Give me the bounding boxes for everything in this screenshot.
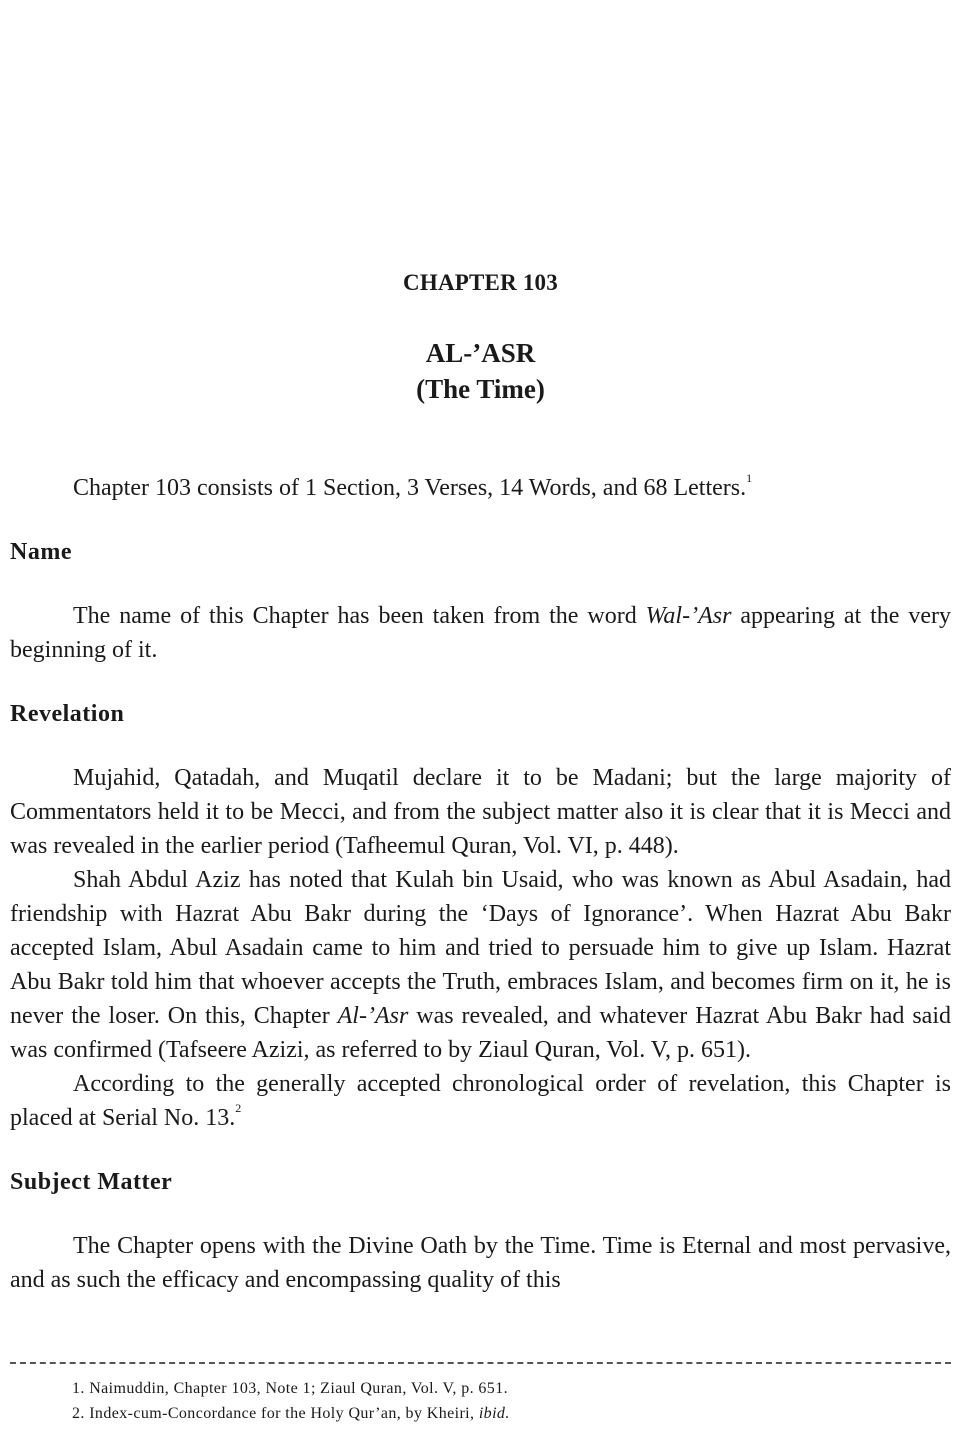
footnote-1: 1. Naimuddin, Chapter 103, Note 1; Ziaul Quran, Vol. V, p. 651. bbox=[72, 1380, 508, 1397]
section-heading-name: Name bbox=[10, 539, 72, 565]
chapter-number: CHAPTER 103 bbox=[403, 270, 558, 295]
chapter-subtitle: (The Time) bbox=[416, 374, 545, 404]
body-text bbox=[10, 471, 951, 1297]
footnote-divider bbox=[10, 1362, 951, 1364]
revelation-paragraph-3: According to the generally accepted chronological order of revelation, this Chapter is placed at Serial No. 13.$^2$ bbox=[10, 1071, 951, 1131]
intro-paragraph: Chapter 103 consists of 1 Section, 3 Verses, 14 Words, and 68 Letters.$^1$ bbox=[73, 471, 753, 501]
section-heading-subject-matter: Subject Matter bbox=[10, 1169, 173, 1195]
revelation-paragraph-1: Mujahid, Qatadah, and Muqatil declare it to be Madani; but the large majority of Commentators held it to be Mecci, and from the subject matter also it is clear that it is Mecci and was revealed in the earlier period (Tafheemul Quran, Vol. VI, p. 448). bbox=[10, 765, 951, 859]
chapter-title: AL-’ASR bbox=[425, 338, 536, 368]
italic-term: Wal-’Asr bbox=[645, 603, 732, 629]
name-paragraph: The name of this Chapter has been taken from the word Wal-’Asr appearing at the very beginning of it. bbox=[10, 603, 951, 663]
footnote-ref-1: 1 bbox=[746, 471, 753, 485]
italic-term: Al-’Asr bbox=[337, 1003, 409, 1029]
revelation-paragraph-2: Shah Abdul Aziz has noted that Kulah bin Usaid, who was known as Abul Asadain, had friendship with Hazrat Abu Bakr during the ‘Days of Ignorance’. When Hazrat Abu Bakr accepted Islam, Abul Asadain came to him and tried to persuade him to give up Islam. Hazrat Abu Bakr told him that whoever accepts the Truth, embraces Islam, and becomes firm on it, he is never the loser. On this, Chapter Al-’Asr was revealed, and whatever Hazrat Abu Bakr had said was confirmed (Tafseere Azizi, as referred to by Ziaul Quran, Vol. V, p. 651). bbox=[10, 867, 951, 1063]
section-heading-revelation: Revelation bbox=[10, 701, 125, 727]
footnote-ref-2: 2 bbox=[235, 1101, 242, 1115]
book-page bbox=[10, 0, 951, 1430]
chapter-title-block bbox=[10, 335, 951, 407]
subject-matter-paragraph: The Chapter opens with the Divine Oath by the Time. Time is Eternal and most pervasive, and as such the efficacy and encompassing quality of this bbox=[10, 1233, 951, 1293]
footnotes bbox=[72, 1376, 510, 1426]
footnote-2: 2. Index-cum-Concordance for the Holy Qur’an, by Kheiri, ibid. bbox=[72, 1405, 510, 1422]
